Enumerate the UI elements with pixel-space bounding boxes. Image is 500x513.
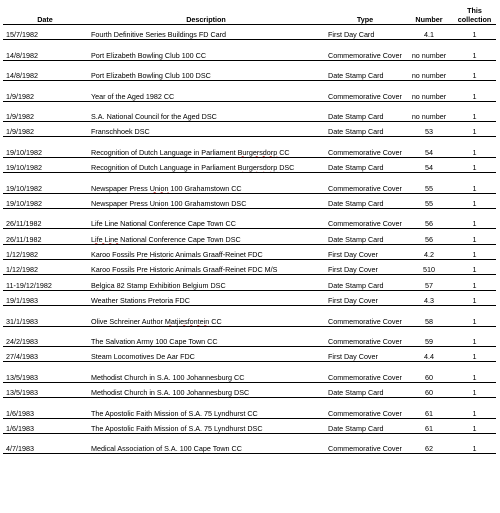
cell-type: Date Stamp Card: [325, 60, 405, 80]
table-row: [3, 326, 496, 346]
table-row: [3, 121, 496, 136]
cell-description: Life Line National Conference Cape Town DSC: [87, 229, 325, 244]
cell-date: 26/11/1982: [3, 229, 87, 244]
cell-number: 53: [405, 121, 453, 136]
table-row: [3, 60, 496, 80]
table-row: [3, 362, 496, 382]
cell-number: no number: [405, 60, 453, 80]
cell-type: Date Stamp Card: [325, 157, 405, 172]
cell-collection: 1: [453, 157, 496, 172]
cell-number: 56: [405, 208, 453, 228]
cell-collection: 1: [453, 347, 496, 362]
cell-type: Commemorative Cover: [325, 173, 405, 193]
cell-type: First Day Cover: [325, 260, 405, 275]
table-row: [3, 382, 496, 397]
cell-number: 4.1: [405, 25, 453, 40]
cell-type: Commemorative Cover: [325, 208, 405, 228]
cell-collection: 1: [453, 81, 496, 101]
cell-description: The Apostolic Faith Mission of S.A. 75 Lyndhurst CC: [87, 398, 325, 418]
cell-date: 1/9/1982: [3, 121, 87, 136]
cell-collection: 1: [453, 173, 496, 193]
table-row: [3, 260, 496, 275]
cell-description: Recognition of Dutch Language in Parliament Burgersdorp CC: [87, 137, 325, 157]
cell-number: 60: [405, 382, 453, 397]
header-collection-line1: This: [467, 6, 482, 15]
cell-type: Date Stamp Card: [325, 101, 405, 121]
cell-collection: 1: [453, 229, 496, 244]
cell-number: no number: [405, 101, 453, 121]
cell-number: 4.3: [405, 290, 453, 305]
cell-number: 56: [405, 229, 453, 244]
cell-number: 59: [405, 326, 453, 346]
cell-collection: 1: [453, 244, 496, 259]
cell-type: First Day Cover: [325, 290, 405, 305]
cell-collection: 1: [453, 137, 496, 157]
cell-description: Year of the Aged 1982 CC: [87, 81, 325, 101]
cell-date: 13/5/1983: [3, 382, 87, 397]
cell-collection: 1: [453, 290, 496, 305]
cell-number: 54: [405, 137, 453, 157]
table-row: [3, 101, 496, 121]
table-row: [3, 193, 496, 208]
header-collection: [453, 0, 496, 25]
cell-date: 1/9/1982: [3, 101, 87, 121]
cell-date: 19/10/1982: [3, 137, 87, 157]
cell-description: Belgica 82 Stamp Exhibition Belgium DSC: [87, 275, 325, 290]
cell-number: 60: [405, 362, 453, 382]
table-row: [3, 137, 496, 157]
cell-date: 31/1/1983: [3, 306, 87, 326]
cell-type: Commemorative Cover: [325, 433, 405, 453]
cell-number: no number: [405, 40, 453, 60]
cell-type: Date Stamp Card: [325, 382, 405, 397]
cell-collection: 1: [453, 382, 496, 397]
cell-number: no number: [405, 81, 453, 101]
table-row: [3, 306, 496, 326]
cell-date: 1/6/1983: [3, 418, 87, 433]
table-row: [3, 157, 496, 172]
cell-collection: 1: [453, 398, 496, 418]
cell-date: 13/5/1983: [3, 362, 87, 382]
cell-date: 1/6/1983: [3, 398, 87, 418]
cell-description: Port Elizabeth Bowling Club 100 CC: [87, 40, 325, 60]
cell-collection: 1: [453, 275, 496, 290]
cell-type: First Day Card: [325, 25, 405, 40]
cell-description: Medical Association of S.A. 100 Cape Town CC: [87, 433, 325, 453]
header-type: Type: [325, 0, 405, 25]
cell-date: 14/8/1982: [3, 40, 87, 60]
cell-date: 26/11/1982: [3, 208, 87, 228]
cell-type: First Day Cover: [325, 244, 405, 259]
cell-type: Commemorative Cover: [325, 326, 405, 346]
cell-collection: 1: [453, 260, 496, 275]
cell-description: Methodist Church in S.A. 100 Johannesburg DSC: [87, 382, 325, 397]
cell-type: Commemorative Cover: [325, 362, 405, 382]
cell-type: Commemorative Cover: [325, 306, 405, 326]
cell-collection: 1: [453, 362, 496, 382]
cell-number: 510: [405, 260, 453, 275]
cell-number: 58: [405, 306, 453, 326]
cell-number: 4.2: [405, 244, 453, 259]
cell-date: 14/8/1982: [3, 60, 87, 80]
cell-type: Commemorative Cover: [325, 137, 405, 157]
table-row: [3, 418, 496, 433]
cell-collection: 1: [453, 433, 496, 453]
cell-description: Methodist Church in S.A. 100 Johannesburg CC: [87, 362, 325, 382]
cell-description: Newspaper Press Union 100 Grahamstown DSC: [87, 193, 325, 208]
header-description: Description: [87, 0, 325, 25]
table-row: [3, 81, 496, 101]
cell-collection: 1: [453, 193, 496, 208]
cell-type: Date Stamp Card: [325, 229, 405, 244]
cell-collection: 1: [453, 25, 496, 40]
table-row: [3, 433, 496, 453]
cell-date: 1/9/1982: [3, 81, 87, 101]
header-row: [3, 0, 496, 25]
header-date: Date: [3, 0, 87, 25]
table-row: [3, 208, 496, 228]
cell-description: Franschhoek DSC: [87, 121, 325, 136]
cell-date: 4/7/1983: [3, 433, 87, 453]
table-row: [3, 25, 496, 40]
cell-type: Commemorative Cover: [325, 398, 405, 418]
cell-description: Karoo Fossils Pre Historic Animals Graaff-Reinet FDC M/S: [87, 260, 325, 275]
header-collection-line2: collection: [457, 15, 492, 24]
cell-type: Date Stamp Card: [325, 275, 405, 290]
cell-date: 27/4/1983: [3, 347, 87, 362]
cell-type: First Day Cover: [325, 347, 405, 362]
cell-date: 19/10/1982: [3, 173, 87, 193]
cell-description: Weather Stations Pretoria FDC: [87, 290, 325, 305]
cell-description: S.A. National Council for the Aged DSC: [87, 101, 325, 121]
cell-number: 62: [405, 433, 453, 453]
header-number: Number: [405, 0, 453, 25]
cell-date: 1/12/1982: [3, 244, 87, 259]
cell-collection: 1: [453, 121, 496, 136]
cell-description: Olive Schreiner Author Matjiesfontein CC: [87, 306, 325, 326]
table-row: [3, 290, 496, 305]
cell-description: Port Elizabeth Bowling Club 100 DSC: [87, 60, 325, 80]
table-row: [3, 275, 496, 290]
table-row: [3, 398, 496, 418]
cell-date: 19/1/1983: [3, 290, 87, 305]
cell-number: 4.4: [405, 347, 453, 362]
cell-number: 57: [405, 275, 453, 290]
cell-collection: 1: [453, 60, 496, 80]
cell-collection: 1: [453, 208, 496, 228]
cell-description: Karoo Fossils Pre Historic Animals Graaff-Reinet FDC: [87, 244, 325, 259]
cell-collection: 1: [453, 418, 496, 433]
table-body: [3, 25, 496, 454]
cell-collection: 1: [453, 101, 496, 121]
cell-type: Date Stamp Card: [325, 121, 405, 136]
cell-date: 19/10/1982: [3, 157, 87, 172]
cell-date: 1/12/1982: [3, 260, 87, 275]
cell-number: 55: [405, 173, 453, 193]
collection-table: [3, 0, 496, 454]
cell-date: 24/2/1983: [3, 326, 87, 346]
cell-number: 61: [405, 418, 453, 433]
table-row: [3, 173, 496, 193]
cell-collection: 1: [453, 40, 496, 60]
cell-type: Commemorative Cover: [325, 81, 405, 101]
cell-collection: 1: [453, 326, 496, 346]
cell-description: Steam Locomotives De Aar FDC: [87, 347, 325, 362]
cell-number: 54: [405, 157, 453, 172]
cell-description: Recognition of Dutch Language in Parliament Burgersdorp DSC: [87, 157, 325, 172]
table-row: [3, 347, 496, 362]
cell-type: Commemorative Cover: [325, 40, 405, 60]
cell-date: 19/10/1982: [3, 193, 87, 208]
table-row: [3, 40, 496, 60]
cell-description: Fourth Definitive Series Buildings FD Card: [87, 25, 325, 40]
cell-description: Life Line National Conference Cape Town CC: [87, 208, 325, 228]
cell-description: Newspaper Press Union 100 Grahamstown CC: [87, 173, 325, 193]
cell-type: Date Stamp Card: [325, 193, 405, 208]
table-row: [3, 229, 496, 244]
cell-type: Date Stamp Card: [325, 418, 405, 433]
cell-date: 11-19/12/1982: [3, 275, 87, 290]
cell-date: 15/7/1982: [3, 25, 87, 40]
cell-collection: 1: [453, 306, 496, 326]
cell-description: The Apostolic Faith Mission of S.A. 75 Lyndhurst DSC: [87, 418, 325, 433]
cell-number: 61: [405, 398, 453, 418]
cell-description: The Salvation Army 100 Cape Town CC: [87, 326, 325, 346]
cell-number: 55: [405, 193, 453, 208]
table-row: [3, 244, 496, 259]
